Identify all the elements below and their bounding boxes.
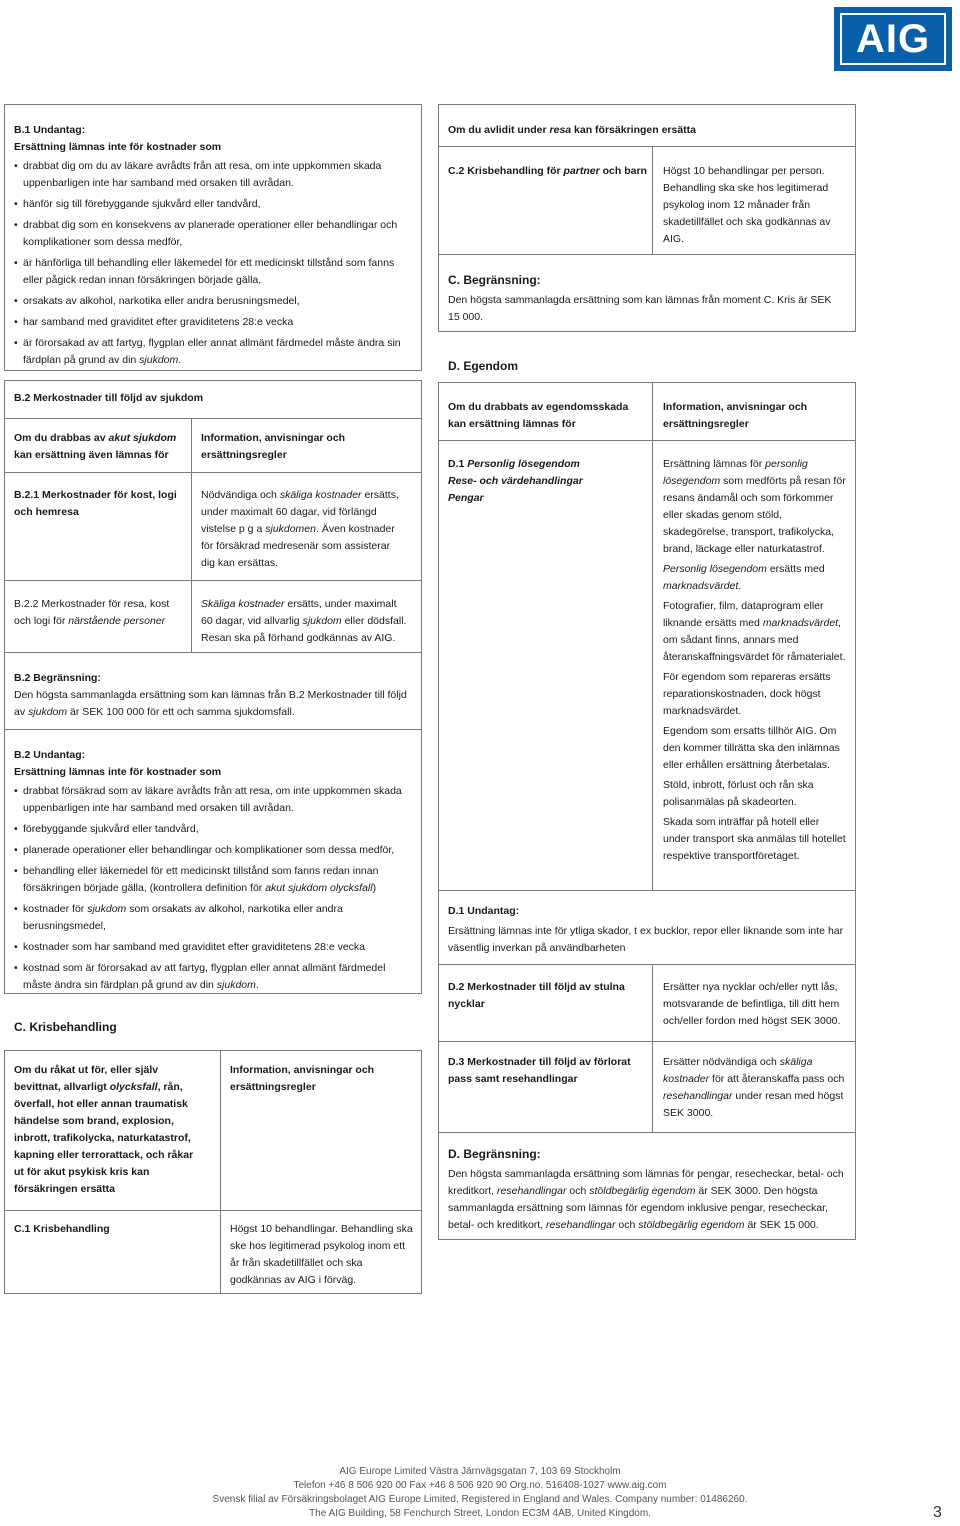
b2-1-label: B.2.1 Merkostnader för kost, logi och hemresa [14,489,177,518]
divider [438,440,856,441]
list-item: • förebyggande sjukvård eller tandvård, [14,821,412,838]
list-item: • planerade operationer eller behandlingar och komplikationer som dessa medför, [14,842,412,859]
b2-exceptions-content [14,747,412,998]
d-limit-text: Den högsta sammanlagda ersättning som lämnas för pengar, resecheckar, betal- och kreditkort, resehandlingar och stöldbegärlig egendom är SEK 3000. Den högsta sammanlagda ersättning som lämnas för egendom inklusive pengar, resecheckar, betal- och kreditkort, resehandlingar och stöldbegärlig egendom är SEK 15 000. [448,1168,844,1232]
divider [438,1041,856,1042]
c2-head: Om du avlidit under resa kan försäkringen ersätta [448,124,697,136]
d1-para: Skada som inträffar på hotell eller under transport ska anmälas till hotellet respektive transportföretaget. [663,816,846,862]
divider [4,418,422,419]
d-head-left: Om du drabbats av egendomsskada kan ersättning lämnas för [448,401,629,430]
b1-exceptions-content [14,122,406,373]
b2-1-text: Nödvändiga och skäliga kostnader ersätts, under maximalt 60 dagar, vid förlängd vistelse p g a sjukdomen. Även kostnader för försäkrad medresenär som assisterar dig kan ersättas. [201,489,399,569]
d1-para: Fotografier, film, dataprogram eller liknande ersätts med marknadsvärdet, om sådant finns, annars med återanskaffningsvärdet för råmaterialet. [663,600,846,663]
d3-text: Ersätter nödvändiga och skäliga kostnader för att återanskaffa pass och resehandlingar under resan med högst SEK 3000. [663,1056,845,1119]
d1-para: Ersättning lämnas för personlig lösegendom som medförts på resan för resans ändamål och som förkommer eller skadas genom stöld, skadegörelse, transport, trafikolycka, brand, läckage eller naturkatastrof. [663,458,846,555]
b2-2-text: Skäliga kostnader ersätts, under maximalt 60 dagar, vid allvarlig sjukdom eller dödsfall. Resan ska på förhand godkännas av AIG. [201,598,407,644]
divider [652,382,653,890]
c1-text: Högst 10 behandlingar. Behandling ska ske hos legitimerad psykolog inom ett år från skadetillfället och ska godkännas av AIG i förväg. [230,1223,413,1286]
d2-text: Ersätter nya nycklar och/eller nytt lås, motsvarande de befintliga, till ditt hem och/eller fordon med högst SEK 3000. [663,981,841,1027]
c2-label: C.2 Krisbehandling för partner och barn [448,165,647,177]
b2-head-left: Om du drabbas av akut sjukdom kan ersättning även lämnas för [14,432,177,461]
d3-label: D.3 Merkostnader till följd av förlorat pass samt resehandlingar [448,1056,631,1085]
b2-head-right: Information, anvisningar och ersättningsregler [201,432,346,461]
d1-para: Egendom som ersatts tillhör AIG. Om den kommer tillrätta ska den inlämnas eller erhållen ersättning återbetalas. [663,725,840,771]
c2-text: Högst 10 behandlingar per person. Behandling ska ske hos legitimerad psykolog inom 12 månader från skadetillfället och ska godkännas av AIG. [663,165,831,245]
footer [0,1465,960,1521]
list-item: • har samband med graviditet efter graviditetens 28:e vecka [14,314,406,331]
list-item: • är hänförliga till behandling eller läkemedel för ett medicinskt tillstånd som fanns eller pågick redan innan försäkringen började gälla, [14,255,406,289]
list-item: • drabbat dig som en konsekvens av planerade operationer eller behandlingar och komplikationer som dessa medför, [14,217,406,251]
list-item: • kostnader som har samband med graviditet efter graviditetens 28:e vecka [14,939,412,956]
d1u-title: D.1 Undantag: [448,905,520,917]
list-item: • orsakats av alkohol, narkotika eller andra berusningsmedel, [14,293,406,310]
divider [4,652,422,653]
divider [438,890,856,891]
c-limit [448,271,838,326]
c-title: C. Krisbehandling [14,1020,117,1034]
b2-2-label: B.2.2 Merkostnader för resa, kost och logi för närstående personer [14,598,170,627]
footer-line: AIG Europe Limited Västra Järnvägsgatan 7, 103 69 Stockholm [339,1466,621,1477]
d-title: D. Egendom [448,359,519,373]
d2-label: D.2 Merkostnader till följd av stulna nycklar [448,981,625,1010]
divider [438,254,856,255]
c1-label: C.1 Krisbehandling [14,1223,110,1235]
b2u-subtitle: Ersättning lämnas inte för kostnader som [14,766,222,778]
b2-limit-title: B.2 Begränsning: [14,672,101,684]
d1-para: Personlig lösegendom ersätts med marknadsvärdet. [663,563,825,592]
b2-limit [14,670,412,721]
list-item: • kostnad som är förorsakad av att fartyg, flygplan eller annat allmänt färdmedel måste ändra sin färdplan på grund av din sjukdom. [14,960,412,994]
list-item: • behandling eller läkemedel för ett medicinskt tillstånd som fanns redan innan försäkringen började gälla, (kontrollera definition för akut sjukdom olycksfall) [14,863,412,897]
c-head-right: Information, anvisningar och ersättningsregler [230,1064,375,1093]
d-head-right: Information, anvisningar och ersättningsregler [663,401,808,430]
divider [191,418,192,652]
d1u-text: Ersättning lämnas inte för ytliga skador, t ex bucklor, repor eller liknande som inte har väsentlig inverkan på användbarheten [448,925,844,954]
footer-line: Svensk filial av Försäkringsbolaget AIG Europe Limited, Registered in England and Wales. Company number: 01486260. [212,1494,748,1505]
list-item: • kostnader för sjukdom som orsakats av alkohol, narkotika eller andra berusningsmedel, [14,901,412,935]
divider [438,1132,856,1133]
c-limit-title: C. Begränsning: [448,273,541,287]
b2-title: B.2 Merkostnader till följd av sjukdom [14,392,204,404]
divider [4,1210,422,1211]
divider [438,146,856,147]
divider [4,580,422,581]
d1-text [663,456,848,868]
b1-subtitle: Ersättning lämnas inte för kostnader som [14,141,222,153]
c-head-left: Om du råkat ut för, eller själv bevittnat, allvarligt olycksfall, rån, överfall, hot eller annan traumatisk händelse som brand, explosion, inbrott, trafikolycka, naturkatastrof, kapning eller terrorattack, och råkar ut för akut psykisk kris kan försäkringen ersätta [14,1064,194,1195]
b1-title: B.1 Undantag: [14,124,86,136]
divider [220,1050,221,1294]
aig-logo-text: AIG [840,13,946,65]
b2u-list [14,783,412,994]
list-item: • hänför sig till förebyggande sjukvård eller tandvård, [14,196,406,213]
b1-list [14,158,406,369]
divider [652,964,653,1132]
b2-limit-text: Den högsta sammanlagda ersättning som kan lämnas från B.2 Merkostnader till följd av sjukdom är SEK 100 000 för ett och samma sjukdomsfall. [14,689,407,718]
footer-line: The AIG Building, 58 Fenchurch Street, London EC3M 4AB, United Kingdom. [309,1508,651,1519]
divider [438,964,856,965]
d1-label: D.1 Personlig lösegendom Rese- och värdehandlingar Pengar [448,458,583,504]
d1-para: För egendom som repareras ersätts reparationskostnaden, dock högst marknadsvärdet. [663,671,831,717]
list-item: • drabbat dig om du av läkare avrådts från att resa, om inte uppkommen skada uppenbarligen inte har samband med orsaken till avrådan. [14,158,406,192]
footer-line: Telefon +46 8 506 920 00 Fax +46 8 506 920 90 Org.no. 516408-1027 www.aig.com [293,1480,667,1491]
list-item: • är förorsakad av att fartyg, flygplan eller annat allmänt färdmedel måste ändra sin färdplan på grund av din sjukdom. [14,335,406,369]
aig-logo [834,7,952,71]
d1-para: Stöld, inbrott, förlust och rån ska polisanmälas på skadeorten. [663,779,814,808]
c-limit-text: Den högsta sammanlagda ersättning som kan lämnas från moment C. Kris är SEK 15 000. [448,294,832,324]
page-number: 3 [933,1504,942,1521]
d-limit-title: D. Begränsning: [448,1147,541,1161]
divider [4,472,422,473]
divider [652,146,653,254]
d1-exceptions [448,903,848,957]
b2u-title: B.2 Undantag: [14,749,86,761]
list-item: • drabbat försäkrad som av läkare avrådts från att resa, om inte uppkommen skada uppenbarligen inte har samband med orsaken till avrådan. [14,783,412,817]
d-limit [448,1145,846,1234]
